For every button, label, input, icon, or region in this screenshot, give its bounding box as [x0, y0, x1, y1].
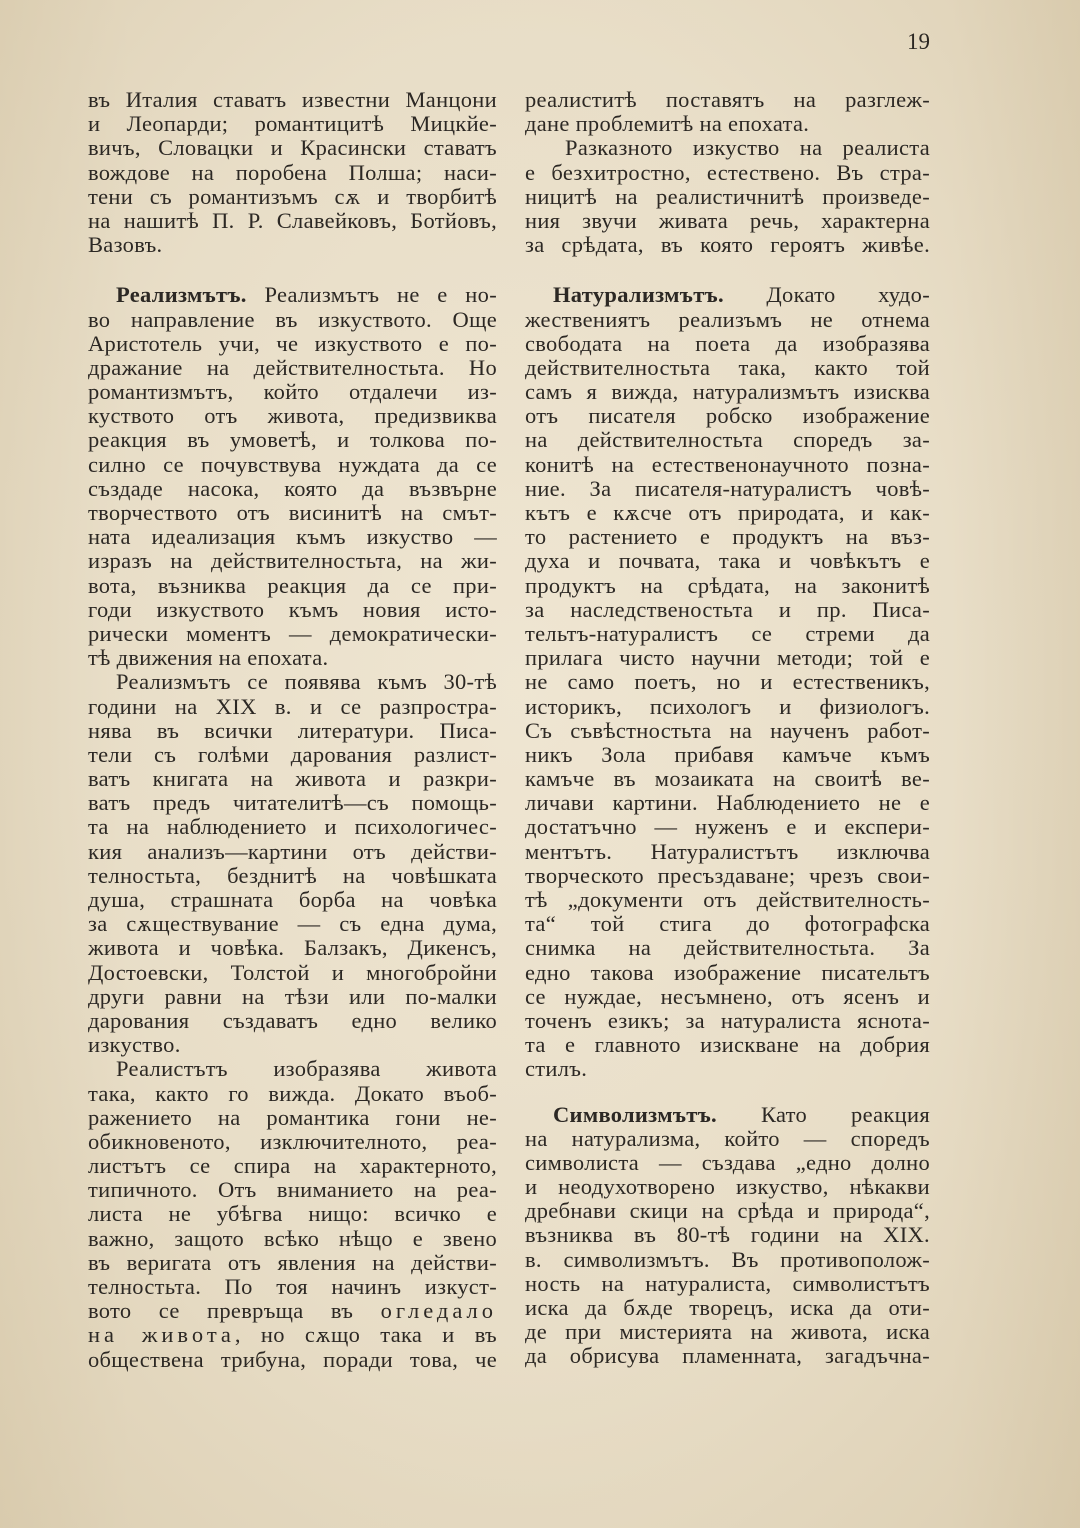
text-line: романтизмътъ, който отдалечи из- [88, 379, 497, 405]
text-line: иска да бѫде творецъ, иска да оти- [525, 1295, 930, 1320]
text-line: дане проблемитѣ на епохата. [525, 111, 810, 137]
text-line: силно се почувствува нуждата да се [88, 451, 497, 477]
page-number: 19 [907, 29, 930, 54]
text-line: историкъ, психологъ и физиологъ. [525, 693, 930, 719]
text-line: духа и почвата, така и човѣкътъ е [525, 548, 930, 574]
section-gap [88, 257, 497, 283]
text-run: Докато худо- [766, 282, 930, 308]
text-line: тѣ движения на епохата. [88, 645, 329, 671]
text-line: Достоевски, Толстой и многобройни [88, 959, 497, 985]
text-line: камъче въ мозаиката на своитѣ ве- [525, 766, 930, 792]
text-run: Реализмътъ не е но- [264, 282, 497, 308]
text-line: кия анализъ—картини отъ действи- [88, 838, 497, 864]
text-line: да обрисува пламенната, загадъчна- [525, 1343, 930, 1369]
text-line: то растението е продуктъ на въз- [525, 524, 930, 550]
left-column [88, 88, 497, 1372]
text-line: едно такова изображение писательтъ [525, 959, 930, 985]
text-line: тельтъ-натуралистъ се стреми да [525, 620, 930, 646]
text-line: личави картини. Наблюдението не е [525, 790, 930, 816]
section-heading-symbolism: Символизмътъ. [553, 1101, 717, 1127]
text-line: тени съ романтизъмъ сѫ и творбитѣ [88, 183, 497, 209]
spaced-emphasis: на живота [88, 1322, 235, 1348]
text-line: за срѣдата, въ която героятъ живѣе. [525, 232, 930, 258]
text-line: точенъ езикъ; за натуралиста яснота- [525, 1007, 930, 1033]
text-line: листътъ се спира на характерното, [88, 1153, 497, 1179]
text-line: на действителностьта споредъ за- [525, 427, 930, 453]
text-line: действителностьта така, както той [525, 354, 930, 380]
text-line: Разказното изкуство на реалиста [565, 135, 930, 161]
text-line: Съ съвѣстностьта на наученъ работ- [525, 717, 930, 743]
text-run: вото се превръща въ [88, 1298, 354, 1324]
text-line: вота, възниква реакция да се при- [88, 572, 497, 598]
text-line: творчеството отъ висинитѣ на смът- [88, 500, 497, 525]
text-line: типичното. Отъ вниманието на реа- [88, 1177, 497, 1203]
text-line: прилага чисто научни методи; той е [525, 645, 930, 671]
text-line: други равни на тѣзи или по-малки [88, 983, 497, 1009]
text-line [525, 283, 930, 307]
text-line: възниква въ 80-тѣ години на XIX. [525, 1222, 930, 1248]
text-line: кътъ е кѫсче отъ природата, и как- [525, 500, 930, 525]
text-line: ментътъ. Натуралистътъ изключва [525, 838, 930, 864]
text-line: обществена трибуна, поради това, че [88, 1346, 497, 1372]
text-line: во направление въ изкуството. Още [88, 306, 497, 332]
text-line: Вазовъ. [88, 232, 163, 258]
text-run: Като реакция [760, 1101, 930, 1127]
text-line: и Леопарди; романтицитѣ Мицкйе- [88, 111, 497, 137]
text-line: изразъ на действителностьта, на жи- [88, 548, 497, 574]
text-line: жествениятъ реализъмъ не отнема [525, 306, 930, 332]
text-line: ницитѣ на реалистичнитѣ произведе- [525, 183, 930, 209]
text-line: та е главното изискване на добрия [525, 1032, 930, 1058]
text-line: самъ я вижда, натурализмътъ изисква [525, 379, 930, 405]
text-line: листа не убѣгва нищо: всичко е [88, 1201, 497, 1227]
text-line [88, 1323, 497, 1347]
text-line: конитѣ на естественонаучното позна- [525, 451, 930, 477]
text-line: важно, защото всѣко нѣщо е звено [88, 1225, 497, 1251]
right-column [525, 88, 930, 1369]
text-line: рически моментъ — демократически- [88, 620, 497, 646]
text-line: и неодухотворено изкуство, нѣкакви [525, 1174, 930, 1200]
text-line: де при мистерията на живота, иска [525, 1319, 930, 1345]
text-line: ния звучи живата речь, характерна [525, 207, 930, 233]
text-line: тели съ голѣми дарования разлист- [88, 741, 497, 767]
text-line: създаде насока, която да възвърне [88, 475, 497, 501]
text-line: реалиститѣ поставятъ на разглеж- [525, 87, 930, 112]
text-line [88, 1299, 497, 1323]
text-line: никъ Зола прибавя камъче къмъ [525, 741, 930, 767]
text-line: ние. За писателя-натуралистъ човѣ- [525, 475, 930, 501]
text-line: продуктъ на срѣдата, на законитѣ [525, 572, 930, 598]
text-line: телностьта, безднитѣ на човѣшката [88, 862, 497, 888]
text-line: душа, страшната борба на човѣка [88, 887, 497, 912]
text-line: Аристотель учи, че изкуството е по- [88, 330, 497, 356]
text-line: символиста — създава „едно долно [525, 1149, 930, 1175]
text-line: за наследственостьта и пр. Писа- [525, 596, 930, 622]
text-line: вождове на поробена Полша; наси- [88, 159, 497, 185]
text-line: обикновеното, изключителното, реа- [88, 1128, 497, 1154]
section-heading-naturalism: Натурализмътъ. [553, 282, 724, 308]
text-line: дарования създаватъ едно велико [88, 1007, 497, 1033]
text-line: снимка на действителностьта. За [525, 935, 930, 961]
text-line: телностьта. По тоя начинъ изкуст- [88, 1274, 497, 1299]
text-line: ватъ книгата на живота и разкри- [88, 766, 497, 792]
text-line [88, 283, 497, 307]
text-line: ватъ предъ читателитѣ—съ помощь- [88, 790, 497, 816]
text-line: въ веригата отъ явления на действи- [88, 1249, 497, 1275]
text-line: така, както го вижда. Докато въоб- [88, 1080, 497, 1106]
text-line: не само поетъ, но и естественикъ, [525, 669, 930, 695]
text-line [525, 1103, 930, 1127]
text-line: Реалистътъ изобразява живота [116, 1056, 497, 1082]
text-line: за сѫществувание — съ една дума, [88, 911, 497, 937]
section-gap [525, 1082, 930, 1103]
spaced-emphasis: огледало [380, 1298, 497, 1324]
text-line: години на XIX в. и се разпростра- [88, 693, 497, 719]
text-line: живота и човѣка. Балзакъ, Дикенсъ, [88, 935, 497, 961]
text-run: , но сѫщо така и въ [234, 1322, 497, 1348]
text-line: тѣ „документи отъ действителность- [525, 887, 930, 912]
text-line: реакция въ умоветѣ, и толкова по- [88, 427, 497, 453]
text-line: вичъ, Словацки и Красински ставатъ [88, 135, 497, 161]
text-line: свободата на поета да изобразява [525, 330, 930, 356]
text-line: въ Италия ставатъ известни Манцони [88, 87, 497, 112]
section-heading-realism: Реализмътъ. [116, 282, 247, 308]
text-line: е безхитростно, естествено. Въ стра- [525, 159, 930, 185]
text-line: достатъчно — нуженъ е и експери- [525, 814, 930, 840]
section-gap [525, 257, 930, 283]
text-line: на натурализма, който — споредъ [525, 1125, 930, 1151]
text-line: отъ писателя робско изображение [525, 403, 930, 429]
text-line: се нуждае, несъмнено, отъ ясенъ и [525, 983, 930, 1009]
text-line: творческото пресъздаване; чрезъ свои- [525, 862, 930, 888]
text-line: ражението на романтика гони не- [88, 1104, 497, 1130]
text-line: годи изкуството къмъ новия исто- [88, 596, 497, 622]
text-line: в. символизмътъ. Въ противополож- [525, 1246, 930, 1272]
text-line: Реализмътъ се появява къмъ 30-тѣ [116, 669, 497, 695]
text-line: куството отъ живота, предизвиква [88, 403, 497, 429]
text-line: на нашитѣ П. Р. Славейковъ, Ботйовъ, [88, 207, 497, 233]
text-line: стилъ. [525, 1056, 588, 1082]
text-line: та на наблюдението и психологичес- [88, 814, 497, 840]
text-line: дребнави скици на срѣда и природа“, [525, 1198, 930, 1224]
text-line: ность на натуралиста, символистътъ [525, 1270, 930, 1296]
text-line: дражание на действителностьта. Но [88, 354, 497, 380]
text-line: та“ той стига до фотографска [525, 911, 930, 937]
text-line: ната идеализация къмъ изкуство — [88, 524, 497, 550]
text-line: изкуство. [88, 1032, 181, 1058]
text-line: нява въ всички литератури. Писа- [88, 717, 497, 743]
